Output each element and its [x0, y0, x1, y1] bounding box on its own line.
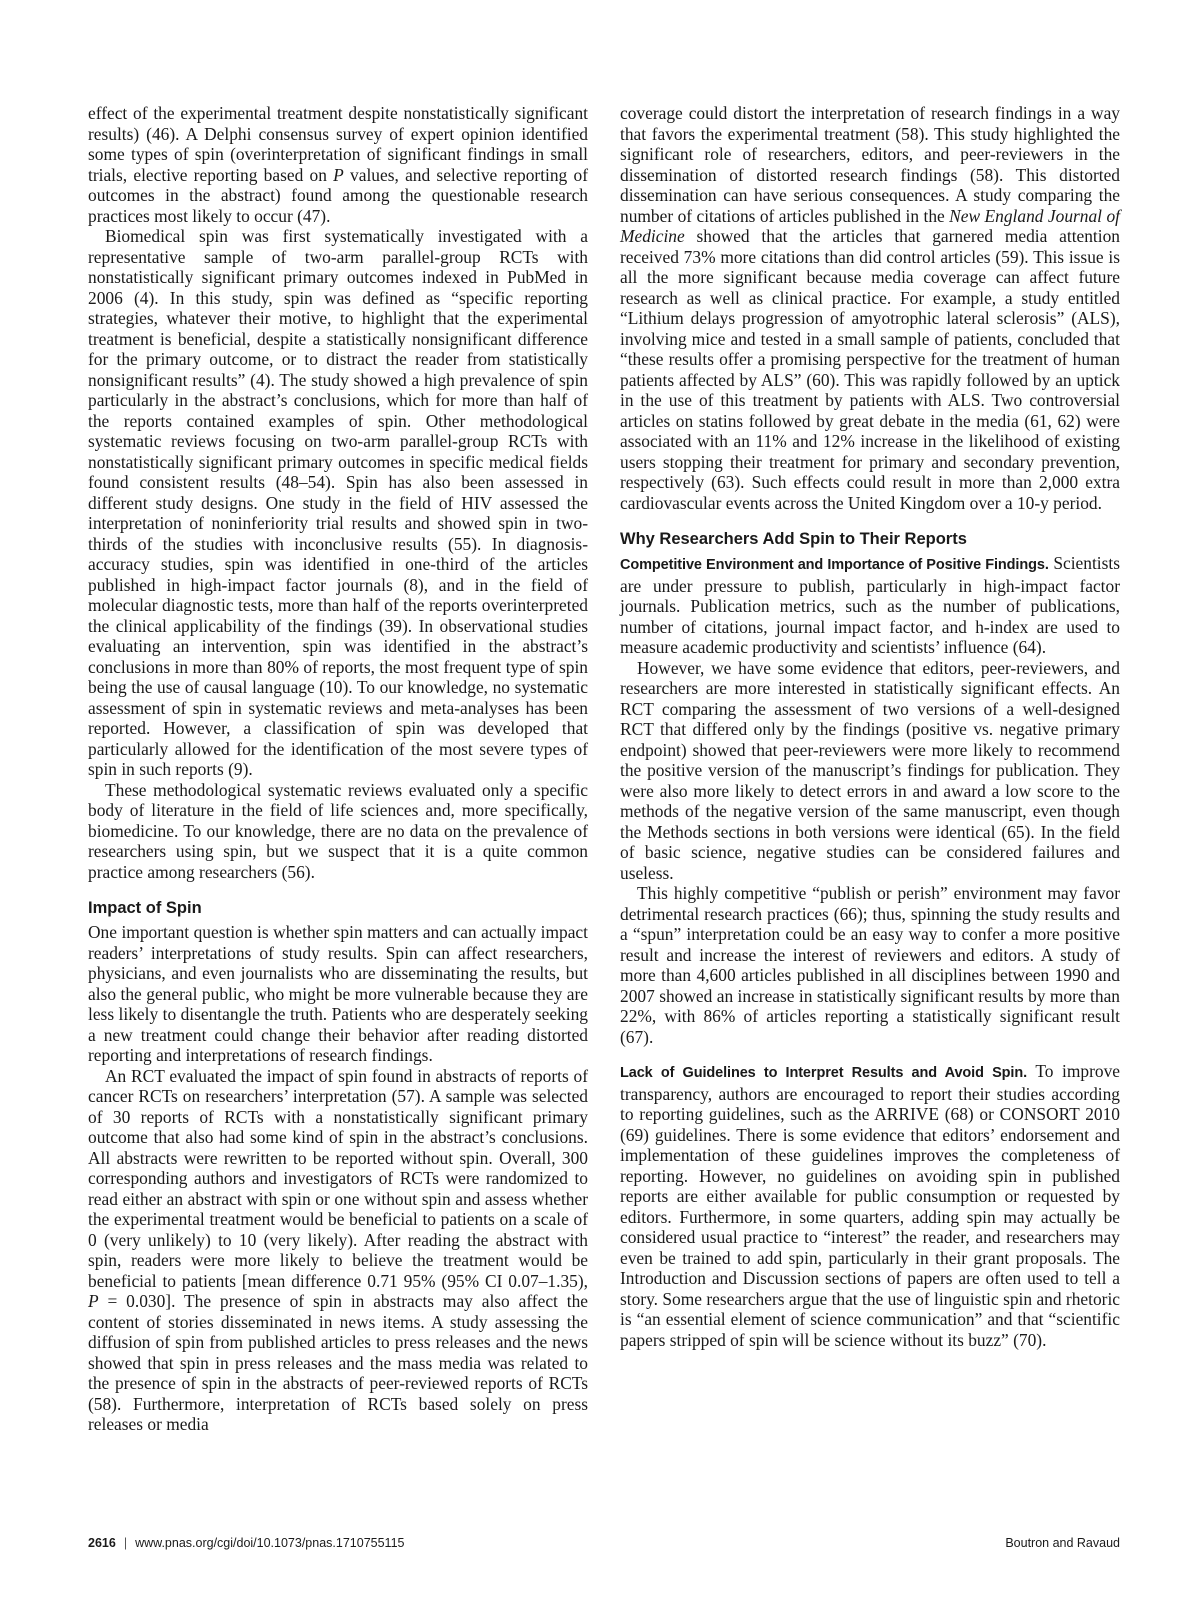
paragraph: One important question is whether spin matters and can actually impact readers’ interpretations of study results. Spin can affect researchers, physicians, and even journalists who are disseminating the results, but also the general public, who might be more vulnerable because they are less likely to disentangle the truth. Patients who are desperately seeking a new treatment could change their behavior after reading distorted reporting and interpretations of research findings. [88, 922, 588, 1065]
paragraph: However, we have some evidence that editors, peer-reviewers, and researchers are more interested in statistically significant effects. An RCT comparing the assessment of two versions of a well-designed RCT that differed only by the findings (positive vs. negative primary endpoint) showed that peer-reviewers were more likely to recommend the positive version of the manuscript’s findings for publication. They were also more likely to detect errors in and award a low score to the methods of the negative version of the same manuscript, even though the Methods sections in both versions were identical (65). In the field of basic science, negative studies can be considered failures and useless. [620, 657, 1120, 883]
paragraph: coverage could distort the interpretation of research findings in a way that favors the experimental treatment (58). This study highlighted the significant role of researchers, editors, and peer-reviewers in the dissemination of distorted research findings (58). This distorted dissemination can have serious consequences. A study comparing the number of citations of articles published in the New England Journal of Medicine showed that the articles that garnered media attention received 73% more citations than did control articles (59). This issue is all the more significant because media coverage can affect future research as well as clinical practice. For example, a study entitled “Lithium delays progression of amyotrophic lateral sclerosis” (ALS), involving mice and tested in a small sample of patients, concluded that “these results offer a promising perspective for the treatment of human patients affected by ALS” (60). This was rapidly followed by an uptick in the use of this treatment by patients with ALS. Two controversial articles on statins followed by great debate in the media (61, 62) were associated with an 11% and 12% increase in the likelihood of existing users stopping their treatment for primary and secondary prevention, respectively (63). Such effects could result in more than 2,000 extra cardiovascular events across the United Kingdom over a 10-y period. [620, 103, 1120, 513]
journal-title: New England Journal of Medicine [620, 205, 1120, 246]
page-number: 2616 [88, 1536, 116, 1550]
spacer [620, 1047, 1120, 1061]
paragraph: These methodological systematic reviews evaluated only a specific body of literature in the field of life sciences and, more specifically, biomedicine. To our knowledge, there are no data on the prevalence of researchers using spin, but we suspect that it is a quite common practice among researchers (56). [88, 779, 588, 882]
left-column [88, 103, 588, 1435]
paragraph: Lack of Guidelines to Interpret Results and Avoid Spin. To improve transparency, authors are encouraged to report their studies according to reporting guidelines, such as the ARRIVE (68) or CONSORT 2010 (69) guidelines. There is some evidence that editors’ endorsement and implementation of these guidelines improves the completeness of reporting. However, no guidelines on avoiding spin in published reports are either available for public consumption or requested by editors. Furthermore, in some quarters, adding spin may actually be considered usual practice to “interest” the reader, and researchers may even be trained to add spin, particularly in their grant proposals. The Introduction and Discussion sections of papers are often used to tell a story. Some researchers argue that the use of linguistic spin and rhetoric is “an essential element of science communication” and that “scientific papers stripped of spin will be science without its buzz” (70). [620, 1061, 1120, 1350]
italic-p-value: P [333, 164, 344, 185]
paragraph: effect of the experimental treatment despite nonstatistically significant results) (46). A Delphi consensus survey of expert opinion identified some types of spin (overinterpretation of significant findings in small trials, elective reporting based on P values, and selective reporting of outcomes in the abstract) found among the questionable research practices most likely to occur (47). [88, 103, 588, 226]
page-footer [88, 1536, 1120, 1550]
paragraph: Biomedical spin was first systematically investigated with a representative sample of two-arm parallel-group RCTs with nonstatistically significant primary outcomes indexed in PubMed in 2006 (4). In this study, spin was defined as “specific reporting strategies, whatever their motive, to highlight that the experimental treatment is beneficial, despite a statistically nonsignificant difference for the primary outcome, or to distract the reader from statistically nonsignificant results” (4). The study showed a high prevalence of spin particularly in the abstract’s conclusions, which for more than half of the reports contained examples of spin. Other methodological systematic reviews focusing on two-arm parallel-group RCTs with nonstatistically significant primary outcomes in specific medical fields found consistent results (48–54). Spin has also been assessed in different study designs. One study in the field of HIV assessed the interpretation of noninferiority trial results and showed spin in two-thirds of the studies with inconclusive results (55). In diagnosis-accuracy studies, spin was identified in one-third of the articles published in high-impact factor journals (8), and in the field of molecular diagnostic tests, more than half of the reports overinterpreted the clinical applicability of the findings (39). In observational studies evaluating an intervention, spin was identified in the abstract’s conclusions in more than 80% of reports, the most frequent type of spin being the use of causal language (10). To our knowledge, no systematic assessment of spin in systematic reviews and meta-analyses has been reported. However, a classification of spin was developed that particularly allowed for the identification of the most severe types of spin in such reports (9). [88, 226, 588, 779]
doi-link[interactable]: www.pnas.org/cgi/doi/10.1073/pnas.1710755115 [135, 1536, 405, 1550]
footer-authors: Boutron and Ravaud [1005, 1536, 1120, 1550]
section-heading-impact-of-spin: Impact of Spin [88, 899, 202, 917]
italic-p-value: P [88, 1291, 99, 1311]
subsection-heading-lack-of-guidelines: Lack of Guidelines to Interpret Results and Avoid Spin. [620, 1065, 1028, 1081]
section-heading-why-researchers-add-spin: Why Researchers Add Spin to Their Reports [620, 530, 967, 548]
right-column [620, 103, 1120, 1350]
footer-separator: | [123, 1536, 128, 1550]
subsection-heading-competitive-environment: Competitive Environment and Importance of Positive Findings. [620, 557, 1049, 573]
paragraph: An RCT evaluated the impact of spin found in abstracts of reports of cancer RCTs on researchers’ interpretation (57). A sample was selected of 30 reports of RCTs with a nonstatistically significant primary outcome that also had some kind of spin in the abstract’s conclusions. All abstracts were rewritten to be reported without spin. Overall, 300 corresponding authors and investigators of RCTs were randomized to read either an abstract with spin or one without spin and assess whether the experimental treatment would be beneficial to patients on a scale of 0 (very unlikely) to 10 (very likely). After reading the abstract with spin, readers were more likely to believe the treatment would be beneficial to patients [mean difference 0.71 95% (95% CI 0.07–1.35), P = 0.030]. The presence of spin in abstracts may also affect the content of stories disseminated in news items. A study assessing the diffusion of spin from published articles to press releases and the news showed that spin in press releases and the mass media was related to the presence of spin in the abstracts of peer-reviewed reports of RCTs (58). Furthermore, interpretation of RCTs based solely on press releases or media [88, 1065, 588, 1434]
paragraph: This highly competitive “publish or perish” environment may favor detrimental research practices (66); thus, spinning the study results and a “spun” interpretation could be an easy way to confer a more positive result and increase the interest of reviewers and editors. A study of more than 4,600 articles published in all disciplines between 1990 and 2007 showed an increase in statistically significant results by more than 22%, with 86% of articles reporting a statistically significant result (67). [620, 883, 1120, 1047]
paragraph: Competitive Environment and Importance of Positive Findings. Scientists are under pressure to publish, particularly in high-impact factor journals. Publication metrics, such as the number of publications, number of citations, journal impact factor, and h-index are used to measure academic productivity and scientists’ influence (64). [620, 553, 1120, 657]
